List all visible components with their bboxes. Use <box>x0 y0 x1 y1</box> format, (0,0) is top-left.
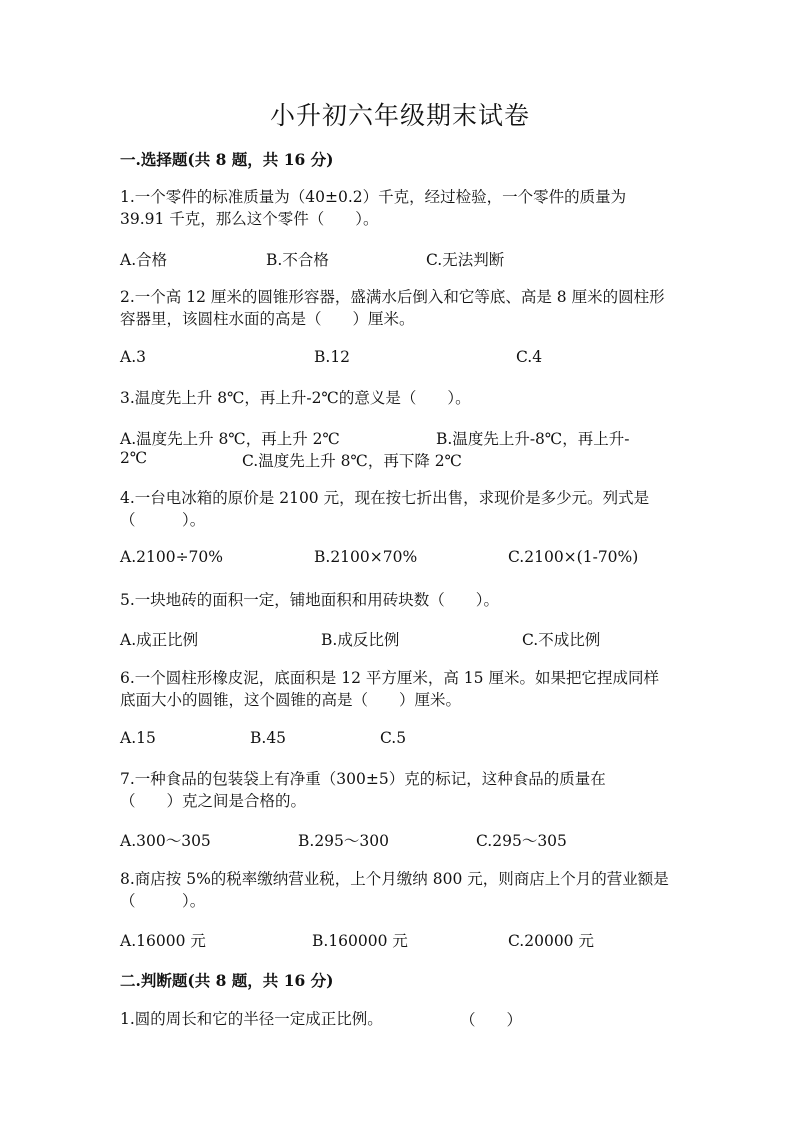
question-1 <box>120 186 680 230</box>
question-text-line: （ ）。 <box>120 511 206 529</box>
question-text-line: 6.一个圆柱形橡皮泥，底面积是 12 平方厘米，高 15 厘米。如果把它捏成同样 <box>120 669 659 687</box>
option-a: A.3 <box>120 348 146 366</box>
option-a: A.合格 <box>120 251 168 269</box>
question-4 <box>120 487 680 531</box>
option-b: B.温度先上升-8℃，再上升- <box>436 430 630 448</box>
question-text: 1.圆的周长和它的半径一定成正比例。 <box>120 1010 383 1028</box>
question-text-line: 8.商店按 5%的税率缴纳营业税，上个月缴纳 800 元，则商店上个月的营业额是 <box>120 870 669 888</box>
option-b: B.12 <box>314 348 351 366</box>
question-6 <box>120 667 680 711</box>
section-heading-judgement: 二.判断题(共 8 题，共 16 分) <box>120 971 334 990</box>
option-a: A.300～305 <box>120 832 211 850</box>
option-c: C.5 <box>380 729 407 747</box>
option-a: A.16000 元 <box>120 932 206 950</box>
option-b: B.295～300 <box>298 832 389 850</box>
option-b: B.160000 元 <box>312 932 408 950</box>
question-text-line: 3.温度先上升 8℃，再上升-2℃的意义是（ ）。 <box>120 389 471 407</box>
option-b: B.45 <box>250 729 287 747</box>
question-5 <box>120 589 680 611</box>
option-a: A.温度先上升 8℃，再上升 2℃ <box>120 430 340 448</box>
question-text-line: 容器里，该圆柱水面的高是（ ）厘米。 <box>120 310 415 328</box>
option-b: B.成反比例 <box>321 631 400 649</box>
question-text-line: 4.一台电冰箱的原价是 2100 元，现在按七折出售，求现价是多少元。列式是 <box>120 489 650 507</box>
question-2 <box>120 286 680 330</box>
judgement-question-1 <box>120 1008 680 1030</box>
option-c: C.温度先上升 8℃，再下降 2℃ <box>242 452 462 470</box>
question-text-line: 7.一种食品的包装袋上有净重（300±5）克的标记，这种食品的质量在 <box>120 770 606 788</box>
question-text-line: 39.91 千克，那么这个零件（ ）。 <box>120 210 379 228</box>
question-8 <box>120 868 680 912</box>
question-text-line: （ ）克之间是合格的。 <box>120 792 307 810</box>
option-c: C.295～305 <box>476 832 567 850</box>
option-b: B.不合格 <box>266 251 329 269</box>
exam-title: 小升初六年级期末试卷 <box>269 101 530 130</box>
option-c: C.20000 元 <box>508 932 594 950</box>
option-b: B.2100×70% <box>314 548 418 566</box>
option-a: A.成正比例 <box>120 631 199 649</box>
option-c: C.无法判断 <box>426 251 505 269</box>
question-text-line: 1.一个零件的标准质量为（40±0.2）千克，经过检验，一个零件的质量为 <box>120 188 627 206</box>
option-a: A.15 <box>120 729 156 747</box>
question-text-line: 2.一个高 12 厘米的圆锥形容器，盛满水后倒入和它等底、高是 8 厘米的圆柱形 <box>120 288 665 306</box>
question-3 <box>120 387 680 409</box>
question-7 <box>120 768 680 812</box>
option-c: C.4 <box>516 348 543 366</box>
question-text-line: 底面大小的圆锥，这个圆锥的高是（ ）厘米。 <box>120 691 462 709</box>
section-heading-choice: 一.选择题(共 8 题，共 16 分) <box>120 150 334 169</box>
option-c: C.2100×(1-70%) <box>508 548 639 566</box>
question-text-line: 5.一块地砖的面积一定，铺地面积和用砖块数（ ）。 <box>120 591 500 609</box>
answer-bracket: （ ） <box>460 1011 523 1029</box>
question-text-line: （ ）。 <box>120 892 206 910</box>
option-b-continued: 2℃ <box>120 449 148 467</box>
option-c: C.不成比例 <box>522 631 601 649</box>
option-a: A.2100÷70% <box>120 548 224 566</box>
